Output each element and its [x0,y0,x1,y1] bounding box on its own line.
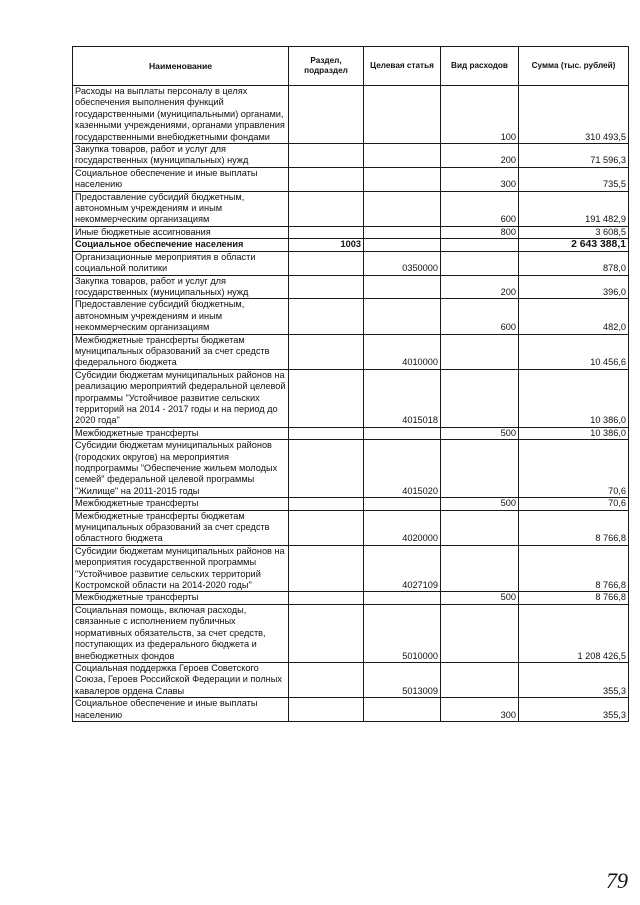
cell-type: 600 [441,299,519,334]
table-row [73,427,629,439]
cell-name: Организационные мероприятия в области социальной политики [73,251,289,275]
table-row [73,592,629,604]
cell-target: 5013009 [364,662,441,697]
cell-target [364,144,441,168]
table-body [73,86,629,722]
cell-name: Субсидии бюджетам муниципальных районов на реализацию мероприятий федеральной целевой программы "Устойчивое развитие сельских территорий на 2014 - 2017 годы и на период до 2020 года" [73,369,289,427]
cell-target: 4027109 [364,545,441,592]
cell-name: Закупка товаров, работ и услуг для государственных (муниципальных) нужд [73,144,289,168]
table-row [73,191,629,226]
cell-section [289,275,364,299]
cell-section [289,662,364,697]
table-row [73,239,629,251]
table-row [73,369,629,427]
cell-target [364,592,441,604]
table-row [73,299,629,334]
cell-target [364,299,441,334]
cell-sum: 8 766,8 [519,510,629,545]
cell-name: Социальная помощь, включая расходы, связанные с исполнением публичных нормативных обязательств, за счет средств, поступающих из федерального бюджета и внебюджетных фондов [73,604,289,662]
cell-section [289,251,364,275]
cell-name: Социальное обеспечение и иные выплаты населению [73,167,289,191]
cell-sum: 8 766,8 [519,545,629,592]
cell-section: 1003 [289,239,364,251]
cell-type: 500 [441,427,519,439]
table-row [73,334,629,369]
cell-name: Субсидии бюджетам муниципальных районов на мероприятия государственной программы "Устойчивое развитие сельских территорий Костромской области на 2014-2020 годы" [73,545,289,592]
cell-type [441,239,519,251]
cell-target: 4015018 [364,369,441,427]
cell-name: Предоставление субсидий бюджетным, автономным учреждениям и иным некоммерческим организациям [73,191,289,226]
table-row [73,144,629,168]
cell-target [364,167,441,191]
table-row [73,275,629,299]
cell-target [364,239,441,251]
table-row [73,662,629,697]
cell-name: Межбюджетные трансферты [73,427,289,439]
cell-sum: 1 208 426,5 [519,604,629,662]
cell-name: Закупка товаров, работ и услуг для государственных (муниципальных) нужд [73,275,289,299]
cell-sum: 310 493,5 [519,86,629,144]
cell-target: 0350000 [364,251,441,275]
cell-sum: 8 766,8 [519,592,629,604]
cell-target: 4015020 [364,440,441,498]
cell-type: 500 [441,498,519,510]
cell-name: Социальное обеспечение населения [73,239,289,251]
cell-section [289,226,364,238]
table-row [73,510,629,545]
cell-type: 100 [441,86,519,144]
page-number: 79 [606,868,628,893]
cell-name: Социальная поддержка Героев Советского Союза, Героев Российской Федерации и полных кавалеров ордена Славы [73,662,289,697]
cell-section [289,604,364,662]
cell-target [364,275,441,299]
cell-sum: 10 386,0 [519,369,629,427]
cell-target: 5010000 [364,604,441,662]
cell-section [289,369,364,427]
table-row [73,604,629,662]
cell-section [289,510,364,545]
header-name: Наименование [73,47,289,86]
cell-type [441,604,519,662]
cell-type: 500 [441,592,519,604]
cell-target [364,427,441,439]
cell-section [289,167,364,191]
table-row [73,545,629,592]
table-row [73,167,629,191]
table-row [73,226,629,238]
cell-type [441,334,519,369]
cell-type [441,662,519,697]
cell-section [289,427,364,439]
cell-sum: 70,6 [519,440,629,498]
cell-target [364,191,441,226]
cell-type [441,510,519,545]
cell-section [289,299,364,334]
cell-section [289,698,364,722]
table-row [73,251,629,275]
cell-sum: 735,5 [519,167,629,191]
cell-name: Социальное обеспечение и иные выплаты населению [73,698,289,722]
cell-section [289,440,364,498]
cell-type [441,440,519,498]
cell-sum: 355,3 [519,698,629,722]
cell-target [364,86,441,144]
cell-section [289,498,364,510]
table-row [73,440,629,498]
cell-sum: 10 386,0 [519,427,629,439]
cell-type: 300 [441,167,519,191]
header-target: Целевая статья [364,47,441,86]
cell-name: Иные бюджетные ассигнования [73,226,289,238]
cell-sum: 191 482,9 [519,191,629,226]
cell-name: Расходы на выплаты персоналу в целях обеспечения выполнения функций государственными (муниципальными) органами, казенными учреждениями, органами управления государственными внебюджетными фондами [73,86,289,144]
cell-target [364,698,441,722]
cell-sum: 70,6 [519,498,629,510]
cell-target [364,226,441,238]
cell-type: 200 [441,144,519,168]
cell-section [289,86,364,144]
table-header-row [73,47,629,86]
cell-type: 200 [441,275,519,299]
cell-type [441,545,519,592]
table-row [73,86,629,144]
cell-type: 300 [441,698,519,722]
table-row [73,498,629,510]
header-type: Вид расходов [441,47,519,86]
cell-target: 4010000 [364,334,441,369]
cell-sum: 878,0 [519,251,629,275]
cell-name: Межбюджетные трансферты [73,498,289,510]
cell-section [289,334,364,369]
cell-section [289,545,364,592]
cell-sum: 482,0 [519,299,629,334]
cell-name: Предоставление субсидий бюджетным, автономным учреждениям и иным некоммерческим организациям [73,299,289,334]
cell-name: Межбюджетные трансферты бюджетам муниципальных образований за счет средств федерального бюджета [73,334,289,369]
cell-section [289,592,364,604]
header-section: Раздел, подраздел [289,47,364,86]
cell-type: 800 [441,226,519,238]
budget-table [72,46,629,722]
cell-target [364,498,441,510]
cell-sum: 10 456,6 [519,334,629,369]
header-sum: Сумма (тыс. рублей) [519,47,629,86]
cell-type [441,251,519,275]
cell-section [289,191,364,226]
cell-sum: 3 608,5 [519,226,629,238]
cell-name: Межбюджетные трансферты [73,592,289,604]
cell-type [441,369,519,427]
cell-name: Субсидии бюджетам муниципальных районов (городских округов) на мероприятия подпрограммы "Обеспечение жильем молодых семей" федеральной целевой программы "Жилище" на 2011-2015 годы [73,440,289,498]
cell-sum: 2 643 388,1 [519,239,629,251]
cell-sum: 396,0 [519,275,629,299]
table-row [73,698,629,722]
cell-section [289,144,364,168]
cell-target: 4020000 [364,510,441,545]
cell-name: Межбюджетные трансферты бюджетам муниципальных образований за счет средств областного бюджета [73,510,289,545]
cell-sum: 355,3 [519,662,629,697]
cell-type: 600 [441,191,519,226]
cell-sum: 71 596,3 [519,144,629,168]
